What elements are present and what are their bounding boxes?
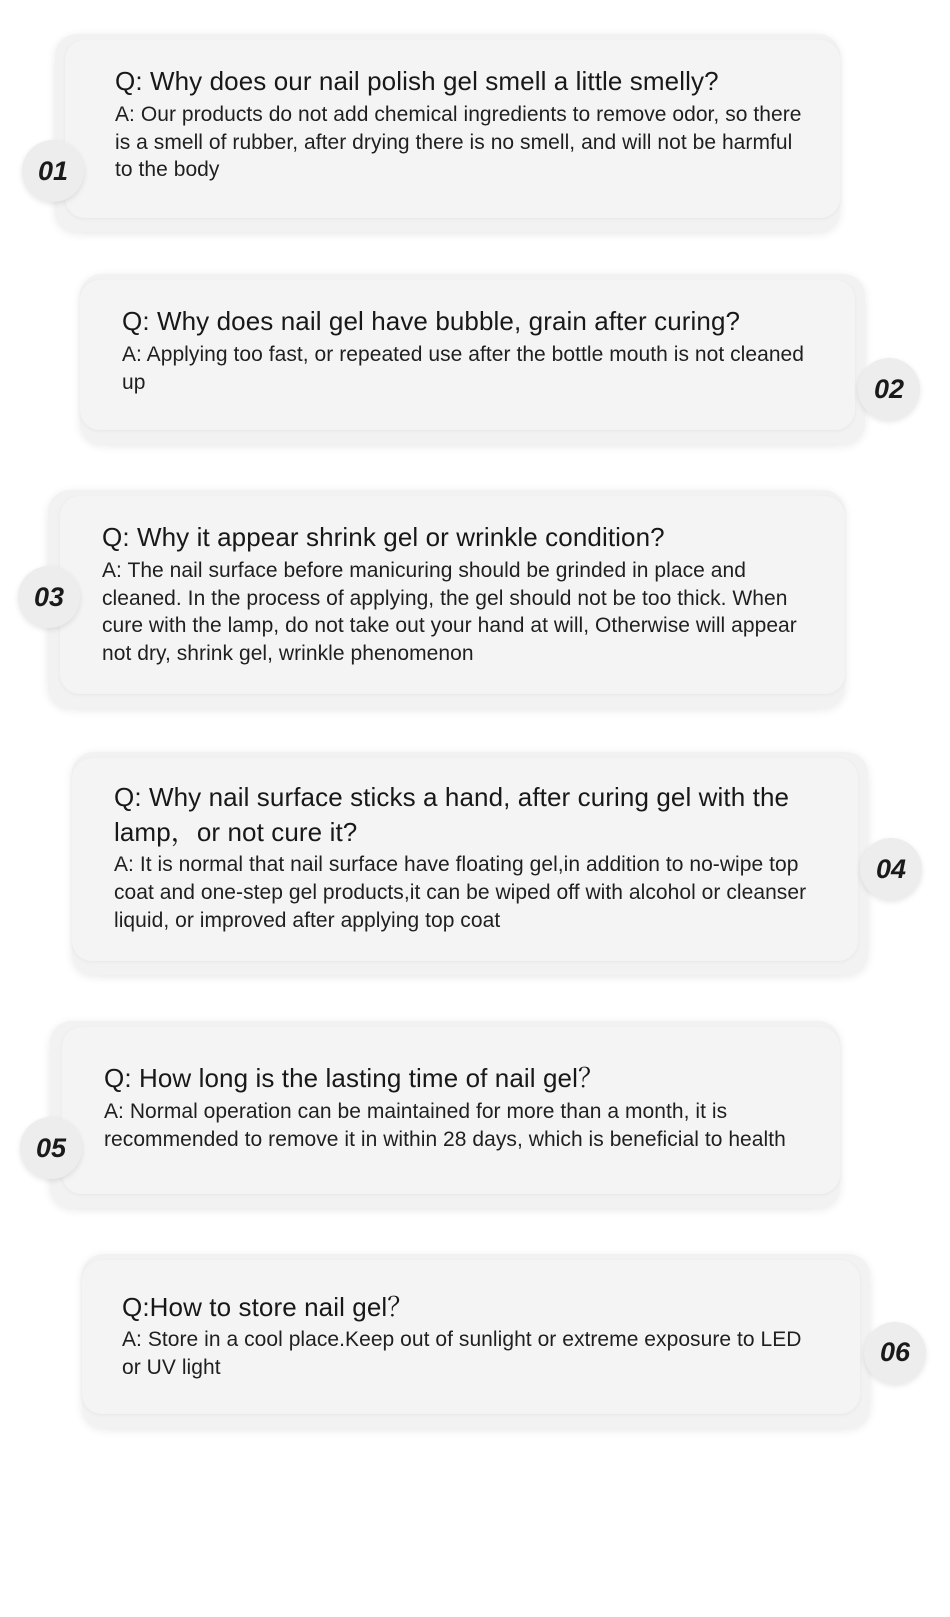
faq-item	[0, 1021, 950, 1207]
faq-question: Q:How to store nail gel？	[122, 1291, 414, 1322]
faq-text-block	[104, 1061, 804, 1153]
faq-item	[0, 752, 950, 975]
faq-card-outer	[82, 1254, 870, 1428]
faq-card	[65, 40, 840, 218]
faq-question: Q: Why it appear shrink gel or wrinkle condition?	[102, 522, 665, 552]
faq-card	[62, 1027, 840, 1193]
faq-card-outer	[50, 1021, 840, 1207]
faq-number-badge: 02	[858, 358, 920, 420]
faq-card	[60, 496, 845, 694]
faq-card	[82, 1260, 860, 1414]
faq-card-outer	[48, 490, 845, 708]
faq-text-block	[122, 1290, 812, 1382]
faq-number-badge: 06	[864, 1322, 926, 1384]
faq-number-badge: 03	[18, 566, 80, 628]
faq-card	[72, 758, 858, 961]
faq-number-badge: 05	[20, 1117, 82, 1179]
faq-answer: A: It is normal that nail surface have floating gel,in addition to no-wipe top coat and one-step gel products,it can be wiped off with alcohol or cleanser liquid, or improved after applying top coat	[114, 853, 807, 933]
faq-text-block	[114, 780, 812, 935]
faq-text-block	[115, 64, 804, 184]
faq-answer: A: The nail surface before manicuring should be grinded in place and cleaned. In the process of applying, the gel should not be too thick. When cure with the lamp, do not take out your hand at will, Otherwise will appear not dry, shrink gel, wrinkle phenomenon	[102, 558, 797, 666]
faq-text-block	[122, 304, 809, 396]
faq-number-badge: 01	[22, 140, 84, 202]
faq-question: Q: How long is the lasting time of nail gel？	[104, 1063, 605, 1094]
faq-number-badge: 04	[860, 838, 922, 900]
faq-question: Q: Why does our nail polish gel smell a little smelly?	[115, 66, 719, 96]
faq-question: Q: Why nail surface sticks a hand, after curing gel with the lamp，or not cure it?	[114, 782, 790, 847]
faq-question: Q: Why does nail gel have bubble, grain after curing?	[122, 306, 741, 336]
faq-text-block	[102, 520, 815, 668]
faq-item	[0, 34, 950, 232]
faq-item	[0, 274, 950, 444]
faq-answer: A: Store in a cool place.Keep out of sunlight or extreme exposure to LED or UV light	[122, 1328, 802, 1380]
faq-answer: A: Normal operation can be maintained for more than a month, it is recommended to remove it in within 28 days, which is beneficial to health	[104, 1099, 786, 1151]
faq-card	[80, 280, 855, 430]
faq-item	[0, 1254, 950, 1428]
faq-item	[0, 490, 950, 708]
faq-card-outer	[55, 34, 840, 232]
faq-answer: A: Our products do not add chemical ingredients to remove odor, so there is a smell of rubber, after drying there is no smell, and will not be harmful to the body	[115, 102, 802, 182]
faq-card-outer	[80, 274, 865, 444]
faq-answer: A: Applying too fast, or repeated use after the bottle mouth is not cleaned up	[122, 342, 805, 394]
faq-card-outer	[72, 752, 868, 975]
